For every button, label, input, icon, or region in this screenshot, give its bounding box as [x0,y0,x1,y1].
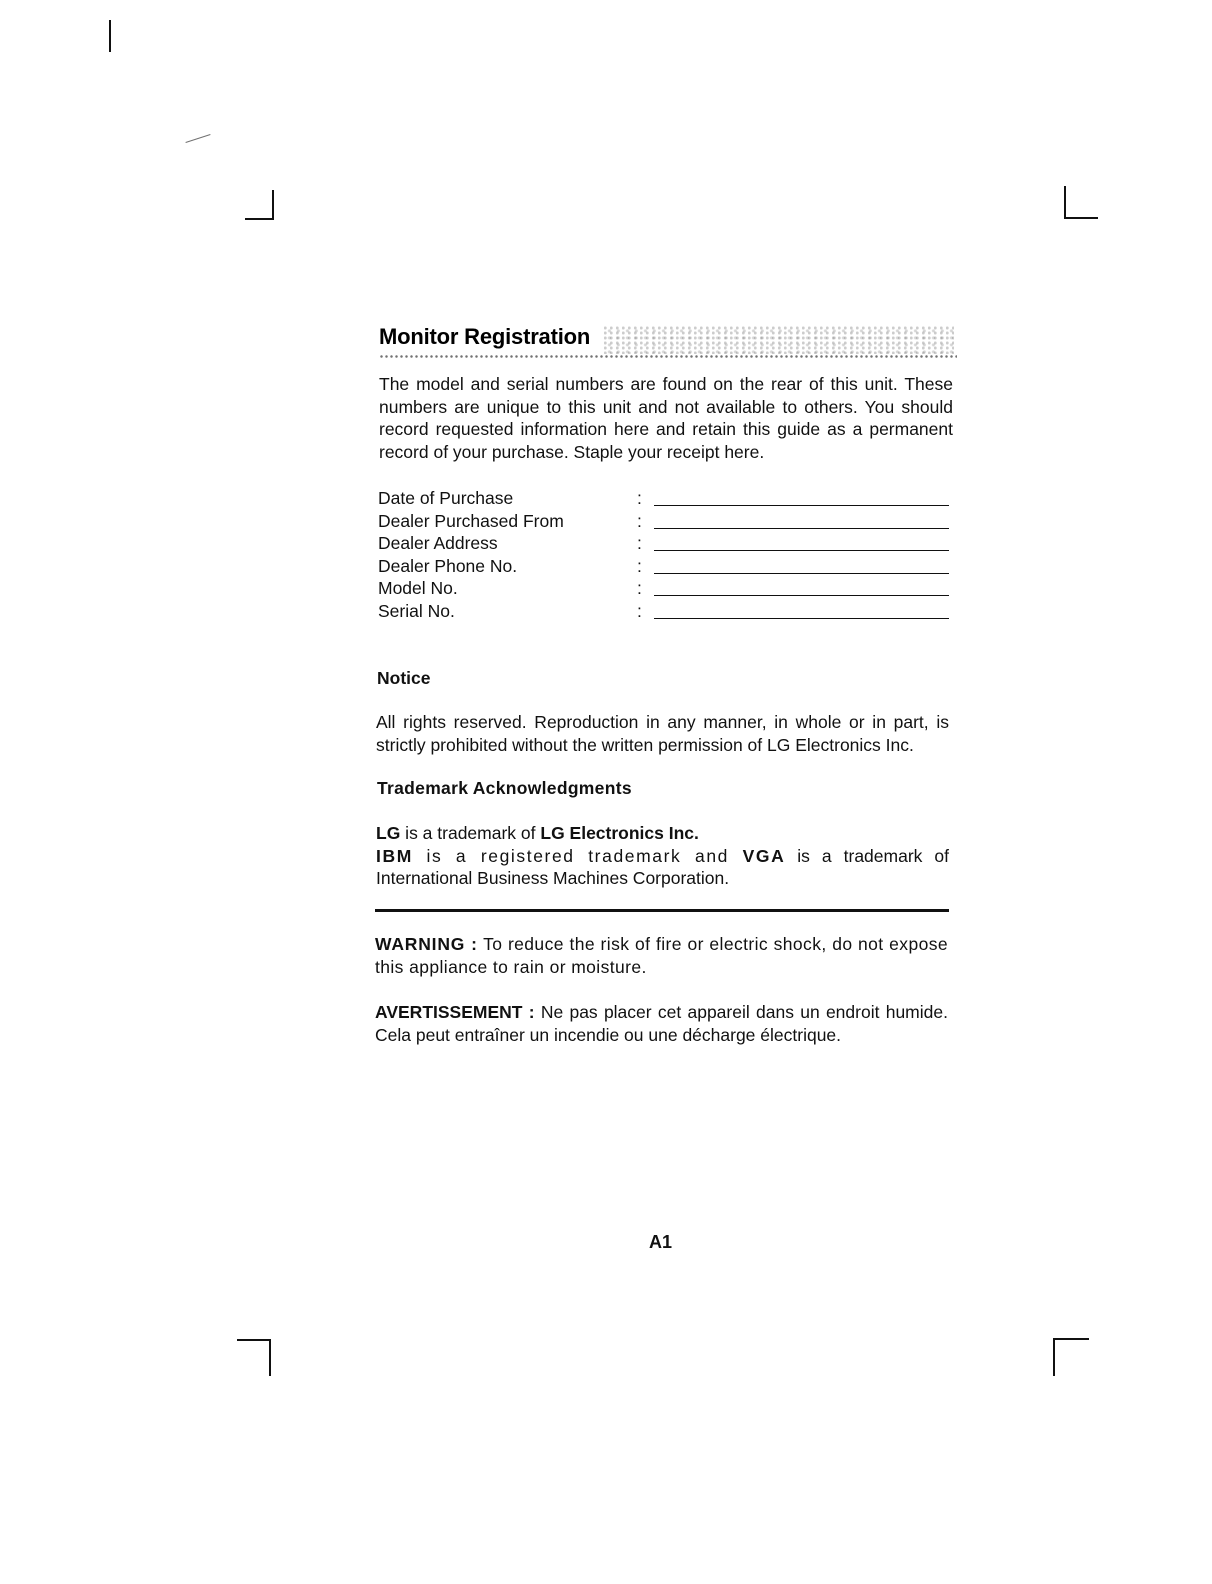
field-fill-line[interactable] [654,505,949,506]
lg-company: LG Electronics Inc. [540,823,699,843]
field-row-dealer-address [378,532,953,555]
field-fill-line[interactable] [654,573,949,574]
field-row-model-no [378,577,953,600]
field-row-dealer-purchased-from [378,510,953,533]
field-colon: : [637,488,642,508]
field-fill-line[interactable] [654,618,949,619]
lg-text: is a trademark of [400,823,541,843]
registration-fields [378,487,953,623]
field-row-dealer-phone [378,555,953,578]
section-divider [375,909,949,912]
notice-paragraph: All rights reserved. Reproduction in any manner, in whole or in part, is strictly prohibited without the written permission of LG Electronics Inc. [376,712,949,755]
crop-mark-top-left [245,190,274,220]
field-fill-line[interactable] [654,595,949,596]
crop-mark-bottom-right [1053,1338,1089,1376]
avertissement-text: Ne pas placer cet appareil dans un endroit humide. Cela peut entraîner un incendie ou une décharge électrique. [375,1002,948,1045]
crop-mark-bottom-left [237,1339,271,1376]
ibm-brand: IBM [376,845,413,866]
notice-heading: Notice [377,668,431,688]
warning-paragraph [375,933,948,978]
ibm-text-end: is a trademark of International Business Machines Corporation. [376,845,949,889]
field-colon: : [637,533,642,554]
avertissement-label: AVERTISSEMENT : [375,1002,535,1022]
scan-mark-squiggle [185,134,210,143]
field-fill-line[interactable] [654,550,949,551]
field-label: Serial No. [378,600,455,621]
trademark-paragraph [376,822,949,890]
scan-mark-top-left [109,20,111,52]
page-number: A1 [649,1232,673,1252]
warning-text: To reduce the risk of fire or electric shock, do not expose this appliance to rain or moisture. [375,934,948,977]
lg-brand: LG [376,823,401,843]
field-label: Dealer Purchased From [378,510,564,531]
intro-paragraph: The model and serial numbers are found on the rear of this unit. These numbers are unique to this unit and not available to others. You should record requested information here and retain this guide as a permanent record of your purchase. Staple your receipt here. [379,374,953,462]
field-colon: : [637,600,642,621]
page-title: Monitor Registration [379,324,591,349]
field-colon: : [637,578,642,599]
title-underline [379,355,957,358]
field-label: Dealer Phone No. [378,555,518,576]
field-row-date-of-purchase [378,487,953,510]
field-fill-line[interactable] [654,528,949,529]
ibm-text: is a registered trademark and [412,845,743,866]
avertissement-paragraph [375,1001,948,1046]
field-label: Model No. [378,578,458,599]
title-bar [379,322,957,358]
trademark-heading: Trademark Acknowledgments [377,778,632,798]
field-colon: : [637,510,642,531]
title-speckle-decoration [604,326,954,354]
field-row-serial-no [378,600,953,623]
warning-label: WARNING : [375,934,478,954]
field-colon: : [637,555,642,576]
crop-mark-top-right [1064,186,1098,219]
field-label: Date of Purchase [378,488,514,508]
vga-brand: VGA [742,845,786,866]
field-label: Dealer Address [378,533,498,554]
